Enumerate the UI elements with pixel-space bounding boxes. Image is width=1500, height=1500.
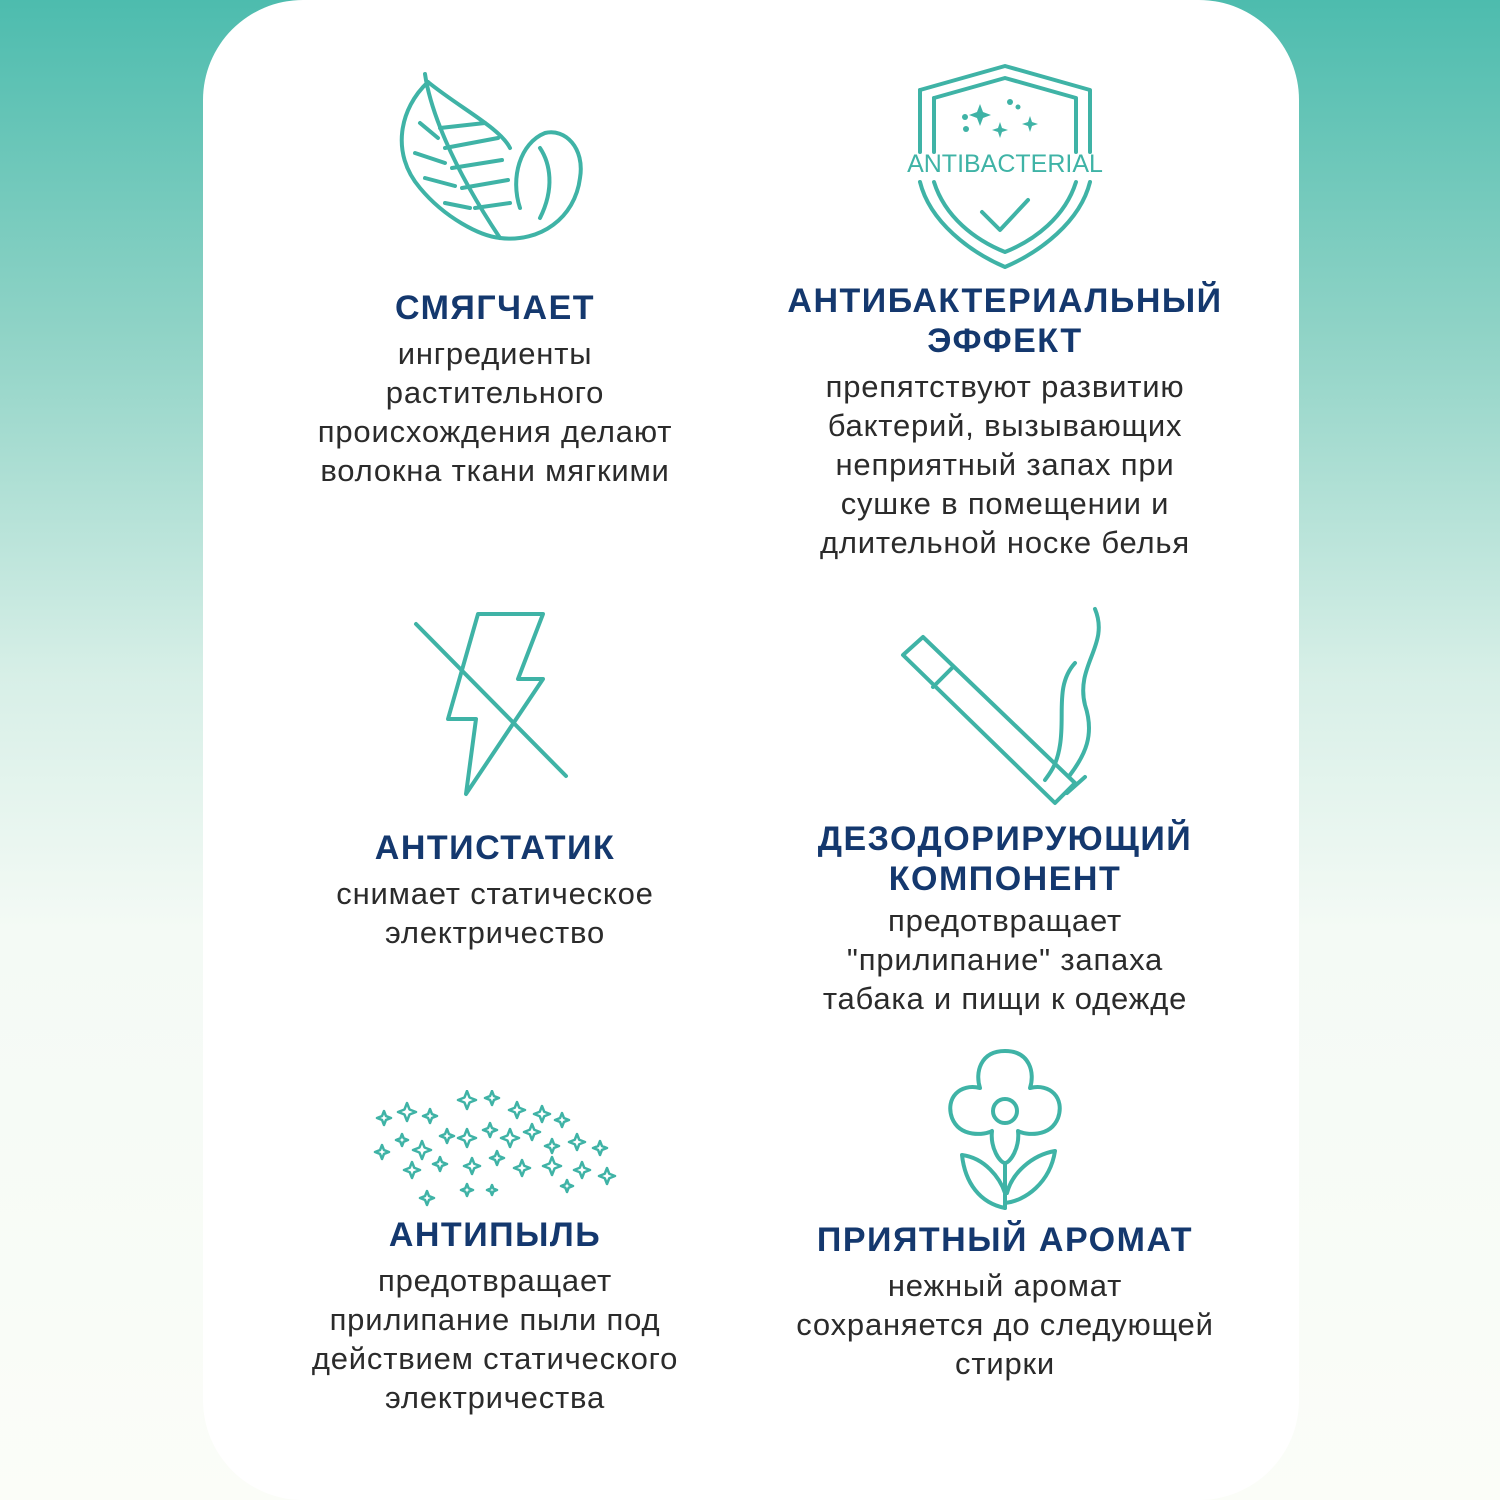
feature-desc-deodorizing: предотвращает "прилипание" запаха табака и пищи к одежде xyxy=(822,903,1188,1016)
feature-title-antibacterial: АНТИБАКТЕРИАЛЬНЫЙ ЭФФЕКТ xyxy=(787,282,1223,360)
antibacterial-label: ANTIBACTERIAL xyxy=(907,150,1103,178)
flower-icon xyxy=(940,1043,1070,1213)
antibacterial-shield-icon xyxy=(900,62,1110,272)
feature-title-softens: СМЯГЧАЕТ xyxy=(394,289,596,327)
feather-icon xyxy=(390,68,590,258)
cigarette-icon xyxy=(895,605,1115,815)
no-lightning-icon xyxy=(408,604,578,804)
feature-title-deodorizing: ДЕЗОДОРИРУЮЩИЙ КОМПОНЕНТ xyxy=(817,820,1193,898)
feature-desc-softens: ингредиенты растительного происхождения делают волокна ткани мягкими xyxy=(317,336,673,488)
feature-title-fragrance: ПРИЯТНЫЙ АРОМАТ xyxy=(816,1221,1194,1259)
feature-title-antistatic: АНТИСТАТИК xyxy=(374,829,616,867)
feature-title-antidust: АНТИПЫЛЬ xyxy=(388,1216,602,1254)
feature-desc-antibacterial: препятствуют развитию бактерий, вызывающих неприятный запах при сушке в помещении и длительной носке белья xyxy=(820,369,1190,560)
sparkles-icon xyxy=(372,1090,622,1210)
feature-desc-fragrance: нежный аромат сохраняется до следующей стирки xyxy=(796,1268,1214,1381)
feature-desc-antistatic: снимает статическое электричество xyxy=(336,876,654,950)
feature-desc-antidust: предотвращает прилипание пыли под действием статического электричества xyxy=(311,1263,679,1415)
